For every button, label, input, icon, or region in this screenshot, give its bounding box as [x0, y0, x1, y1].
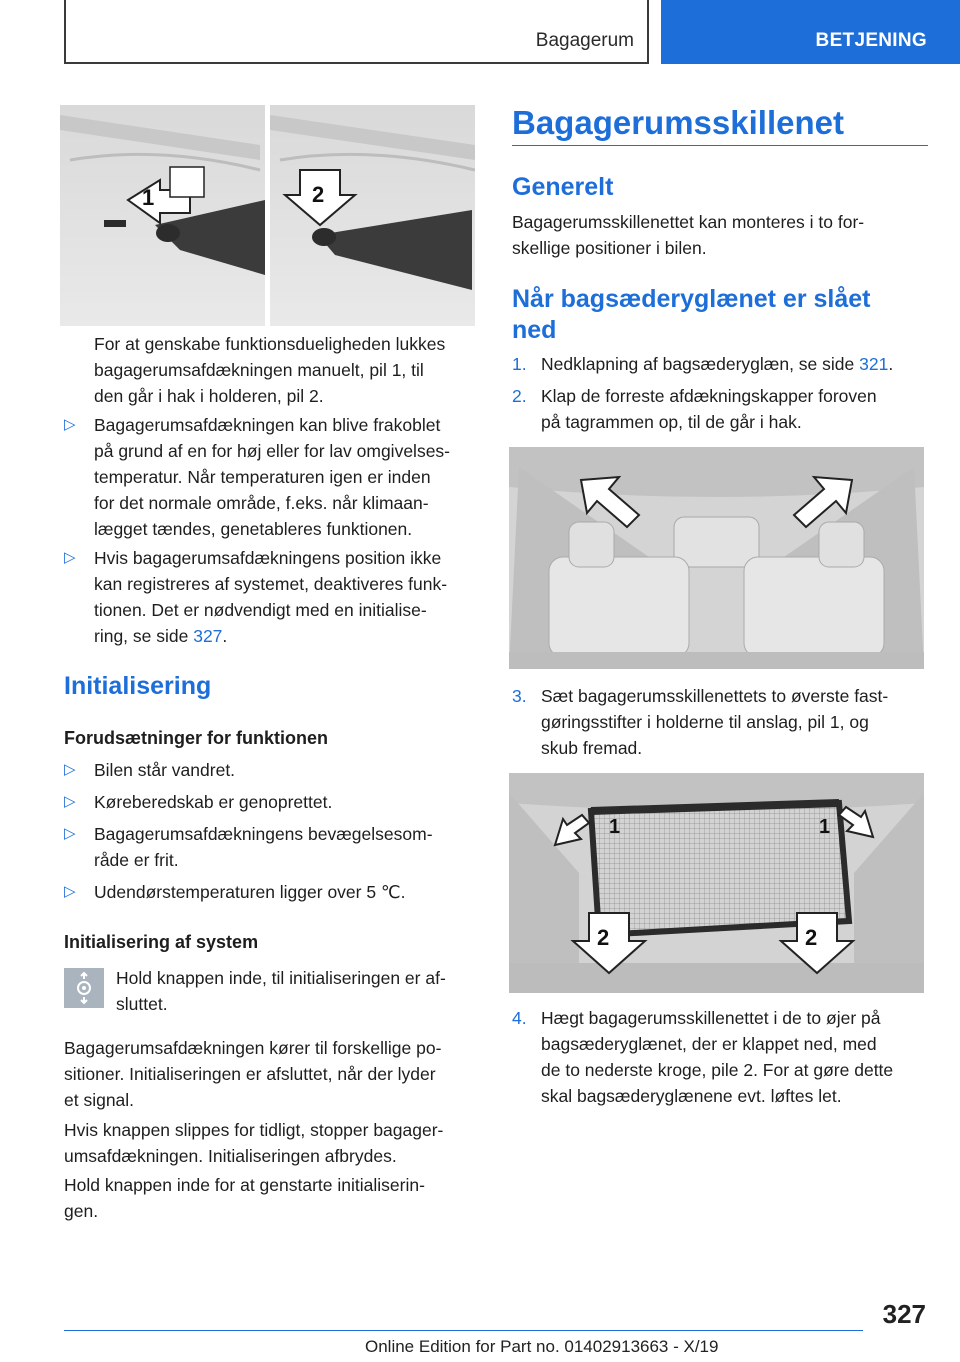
- text-line: temperatur. Når temperaturen igen er inden: [94, 467, 431, 487]
- page-link-327[interactable]: 327: [193, 626, 223, 646]
- bullet-triangle-icon: ▷: [64, 883, 76, 900]
- bullet-triangle-icon: ▷: [64, 793, 76, 810]
- step-number: 4.: [512, 1008, 527, 1028]
- text-line: Hold knappen inde, til initialiseringen er af-: [116, 968, 446, 988]
- edition-note: Online Edition for Part no. 01402913663 - X/19: [365, 1337, 719, 1356]
- section-title: Bagagerum: [535, 30, 634, 51]
- roof-cover-figure: [509, 447, 924, 669]
- heading-line: Når bagsæderyglænet er slået: [512, 285, 871, 313]
- fig3-label-2b: 2: [805, 925, 818, 950]
- caption-line: den går i hak i holderen, pil 2.: [94, 386, 324, 406]
- text-line: skub fremad.: [541, 738, 643, 758]
- text-line: [94, 623, 447, 649]
- fig1-label-2: 2: [312, 182, 325, 207]
- text-line: kan registreres af systemet, deaktiveres funk-: [94, 574, 448, 594]
- subheading-prerequisites: Forudsætninger for funktionen: [64, 728, 328, 748]
- text-line: lægget tændes, genetableres funktionen.: [94, 519, 413, 539]
- bullet-triangle-icon: ▷: [64, 825, 76, 842]
- text-line: Bagagerumsafdækningen kører til forskellige po-: [64, 1038, 442, 1058]
- heading-line: ned: [512, 316, 557, 344]
- section-heading-generelt: Generelt: [512, 173, 614, 201]
- paragraph: [64, 1172, 425, 1224]
- section-heading-initialisering: Initialisering: [64, 672, 212, 700]
- fig3-label-1b: 1: [819, 816, 831, 838]
- text-line: gen.: [64, 1201, 99, 1221]
- figure-caption: [94, 331, 445, 409]
- subheading-system-init: Initialisering af system: [64, 932, 259, 952]
- step-number: 3.: [512, 686, 527, 706]
- bullet-triangle-icon: ▷: [64, 761, 76, 778]
- step-text: Nedklapning af bagsæderyglæn, se side: [541, 354, 860, 374]
- step-4: [541, 1005, 893, 1109]
- step-1: [541, 351, 893, 377]
- bullet-triangle-icon: ▷: [64, 416, 76, 433]
- list-item: [94, 545, 447, 649]
- text-line: for det normale område, f.eks. når klimaan-: [94, 493, 429, 513]
- list-item: Køreberedskab er genoprettet.: [94, 792, 333, 812]
- button-instruction: [116, 965, 446, 1017]
- step-end: .: [888, 354, 894, 374]
- footer-rule: [64, 1330, 863, 1331]
- text-line: bagsæderyglænet, der er klappet ned, med: [541, 1034, 877, 1054]
- step-number: 2.: [512, 386, 527, 406]
- text-line: sluttet.: [116, 994, 168, 1014]
- list-item: [94, 412, 450, 542]
- list-item: Udendørstemperaturen ligger over 5 ℃.: [94, 882, 406, 902]
- caption-line: For at genskabe funktionsdueligheden lukkes: [94, 334, 446, 354]
- text-line: Sæt bagagerumsskillenettets to øverste fast-: [541, 686, 889, 706]
- net-install-figure: [509, 773, 924, 993]
- list-item: Bilen står vandret.: [94, 760, 236, 780]
- chapter-label: BETJENING: [815, 30, 927, 51]
- text-line: Bagagerumsskillenettet kan monteres i to for-: [512, 212, 865, 232]
- text-line: skellige positioner i bilen.: [512, 238, 707, 258]
- ref-prefix: ring, se side: [94, 626, 194, 646]
- list-item: [94, 821, 433, 873]
- trunk-cover-figure: [60, 105, 475, 326]
- text-line: på tagrammen op, til de går i hak.: [541, 412, 802, 432]
- text-line: Hvis bagagerumsafdækningens position ikke: [94, 548, 442, 568]
- paragraph: [64, 1117, 443, 1169]
- text-line: på grund af en for høj eller for lav omgivelses-: [94, 441, 450, 461]
- text-line: Hvis knappen slippes for tidligt, stopper bagager-: [64, 1120, 444, 1140]
- step-3: [541, 683, 888, 761]
- page-link-321[interactable]: 321: [859, 354, 889, 374]
- text-line: de to nederste kroge, pile 2. For at gøre dette: [541, 1060, 894, 1080]
- text-line: råde er frit.: [94, 850, 179, 870]
- chapter-tab: [661, 0, 960, 64]
- fig3-label-1a: 1: [609, 816, 621, 838]
- caption-line: bagagerumsafdækningen manuelt, pil 1, til: [94, 360, 424, 380]
- bullet-triangle-icon: ▷: [64, 549, 76, 566]
- ref-suffix: .: [222, 626, 228, 646]
- text-line: skal bagsæderyglænene evt. løftes let.: [541, 1086, 842, 1106]
- section-heading-folded: [512, 284, 870, 346]
- text-line: umsafdækningen. Initialiseringen afbrydes.: [64, 1146, 397, 1166]
- page-number: 327: [882, 1299, 926, 1329]
- text-line: gøringsstifter i holderne til anslag, pil 1, og: [541, 712, 869, 732]
- fig3-label-2a: 2: [597, 925, 610, 950]
- fig1-label-1: 1: [142, 185, 155, 210]
- text-line: sitioner. Initialiseringen er afsluttet, når der lyder: [64, 1064, 436, 1084]
- step-number: 1.: [512, 354, 527, 374]
- page-title: Bagagerumsskillenet: [512, 104, 844, 141]
- paragraph: [512, 209, 864, 261]
- text-line: Bagagerumsafdækningen kan blive frakoblet: [94, 415, 441, 435]
- text-line: Hold knappen inde for at genstarte initialiserin-: [64, 1175, 425, 1195]
- step-2: [541, 383, 877, 435]
- text-line: Klap de forreste afdækningskapper foroven: [541, 386, 877, 406]
- trunk-cover-button-icon: [64, 968, 104, 1008]
- title-rule: [512, 145, 928, 146]
- text-line: Bagagerumsafdækningens bevægelsesom-: [94, 824, 433, 844]
- text-line: tionen. Det er nødvendigt med en initialise-: [94, 600, 427, 620]
- text-line: et signal.: [64, 1090, 135, 1110]
- paragraph: [64, 1035, 441, 1113]
- text-line: Hægt bagagerumsskillenettet i de to øjer på: [541, 1008, 881, 1028]
